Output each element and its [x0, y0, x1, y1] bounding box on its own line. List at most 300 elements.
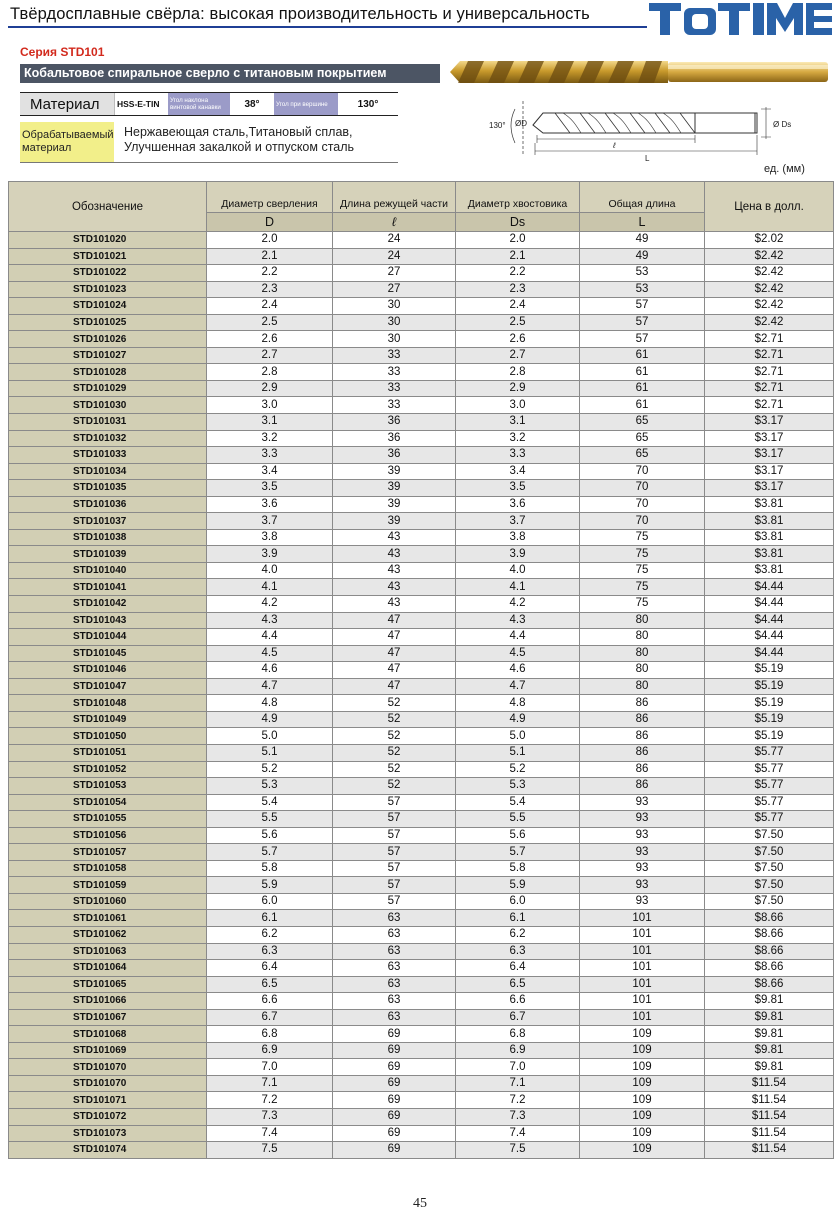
cell-diameter: 7.2	[207, 1092, 333, 1109]
cell-diameter: 7.5	[207, 1142, 333, 1159]
cell-code: STD101070	[9, 1075, 207, 1092]
cell-code: STD101071	[9, 1092, 207, 1109]
cell-shank-diameter: 4.1	[456, 579, 580, 596]
cell-price: $4.44	[705, 645, 834, 662]
cell-shank-diameter: 7.0	[456, 1059, 580, 1076]
table-row	[9, 480, 834, 497]
page-header-title: Твёрдосплавные свёрла: высокая производительность и универсальность	[10, 5, 590, 23]
cell-total-length: 80	[580, 645, 705, 662]
cell-diameter: 2.1	[207, 248, 333, 265]
cell-code: STD101024	[9, 298, 207, 315]
table-row	[9, 1075, 834, 1092]
cell-total-length: 93	[580, 811, 705, 828]
cell-diameter: 3.9	[207, 546, 333, 563]
units-note: ед. (мм)	[764, 163, 805, 175]
workpiece-line-1: Нержавеющая сталь,Титановый сплав,	[124, 125, 353, 139]
cell-cutting-length: 33	[333, 397, 456, 414]
cell-diameter: 4.8	[207, 695, 333, 712]
cell-code: STD101064	[9, 960, 207, 977]
cell-diameter: 7.4	[207, 1125, 333, 1142]
cell-shank-diameter: 6.1	[456, 910, 580, 927]
cell-total-length: 57	[580, 298, 705, 315]
table-row	[9, 993, 834, 1010]
drill-diagram	[485, 95, 805, 165]
cell-diameter: 4.7	[207, 678, 333, 695]
cell-diameter: 2.5	[207, 314, 333, 331]
cell-shank-diameter: 7.2	[456, 1092, 580, 1109]
cell-code: STD101053	[9, 778, 207, 795]
cell-diameter: 6.7	[207, 1009, 333, 1026]
cell-shank-diameter: 6.9	[456, 1042, 580, 1059]
table-row	[9, 298, 834, 315]
col-header-total-length: Общая длина	[580, 182, 705, 213]
cell-code: STD101057	[9, 844, 207, 861]
table-row	[9, 463, 834, 480]
cell-code: STD101070	[9, 1059, 207, 1076]
table-row	[9, 794, 834, 811]
cell-shank-diameter: 6.2	[456, 926, 580, 943]
cell-diameter: 7.1	[207, 1075, 333, 1092]
cell-diameter: 6.2	[207, 926, 333, 943]
cell-total-length: 80	[580, 678, 705, 695]
table-row	[9, 662, 834, 679]
cell-total-length: 101	[580, 926, 705, 943]
col-symbol-total-length: L	[580, 213, 705, 232]
cell-price: $2.42	[705, 298, 834, 315]
cell-price: $4.44	[705, 629, 834, 646]
table-row	[9, 1026, 834, 1043]
cell-price: $11.54	[705, 1075, 834, 1092]
cell-code: STD101051	[9, 744, 207, 761]
cell-code: STD101038	[9, 529, 207, 546]
cell-price: $5.77	[705, 744, 834, 761]
cell-price: $11.54	[705, 1125, 834, 1142]
cell-code: STD101052	[9, 761, 207, 778]
cell-diameter: 4.1	[207, 579, 333, 596]
cell-diameter: 5.5	[207, 811, 333, 828]
cell-cutting-length: 52	[333, 761, 456, 778]
workpiece-value	[114, 122, 398, 162]
cell-shank-diameter: 3.7	[456, 513, 580, 530]
cell-cutting-length: 63	[333, 960, 456, 977]
cell-cutting-length: 69	[333, 1108, 456, 1125]
cell-code: STD101043	[9, 612, 207, 629]
col-header-cutting-length: Длина режущей части	[333, 182, 456, 213]
table-row	[9, 1059, 834, 1076]
material-label: Материал	[20, 93, 114, 115]
cell-code: STD101047	[9, 678, 207, 695]
cell-shank-diameter: 4.9	[456, 711, 580, 728]
cell-cutting-length: 33	[333, 364, 456, 381]
table-row	[9, 744, 834, 761]
cell-total-length: 109	[580, 1042, 705, 1059]
cell-code: STD101044	[9, 629, 207, 646]
table-row	[9, 910, 834, 927]
cell-price: $4.44	[705, 579, 834, 596]
cell-price: $9.81	[705, 993, 834, 1010]
cell-price: $2.42	[705, 314, 834, 331]
cell-cutting-length: 24	[333, 248, 456, 265]
material-value: HSS-E-TIN	[114, 93, 168, 115]
cell-code: STD101059	[9, 877, 207, 894]
cell-price: $7.50	[705, 893, 834, 910]
cell-total-length: 57	[580, 331, 705, 348]
cell-total-length: 101	[580, 960, 705, 977]
cell-diameter: 3.0	[207, 397, 333, 414]
cell-shank-diameter: 3.2	[456, 430, 580, 447]
spec-table	[20, 92, 398, 163]
cell-shank-diameter: 6.7	[456, 1009, 580, 1026]
cell-shank-diameter: 4.0	[456, 562, 580, 579]
diagram-total-length-label: L	[645, 154, 650, 163]
cell-cutting-length: 30	[333, 331, 456, 348]
cell-code: STD101031	[9, 414, 207, 431]
cell-price: $2.71	[705, 364, 834, 381]
cell-total-length: 57	[580, 314, 705, 331]
cell-shank-diameter: 4.3	[456, 612, 580, 629]
cell-total-length: 109	[580, 1125, 705, 1142]
cell-shank-diameter: 6.8	[456, 1026, 580, 1043]
table-row	[9, 414, 834, 431]
cell-code: STD101061	[9, 910, 207, 927]
cell-cutting-length: 69	[333, 1026, 456, 1043]
cell-code: STD101072	[9, 1108, 207, 1125]
cell-total-length: 109	[580, 1075, 705, 1092]
cell-shank-diameter: 2.1	[456, 248, 580, 265]
col-header-shank-diameter: Диаметр хвостовика	[456, 182, 580, 213]
cell-code: STD101034	[9, 463, 207, 480]
workpiece-label: Обрабатываемый материал	[20, 122, 114, 162]
cell-code: STD101062	[9, 926, 207, 943]
cell-diameter: 6.0	[207, 893, 333, 910]
cell-diameter: 5.2	[207, 761, 333, 778]
cell-total-length: 53	[580, 265, 705, 282]
helix-angle-value: 38°	[244, 98, 260, 110]
cell-price: $3.17	[705, 463, 834, 480]
cell-diameter: 4.0	[207, 562, 333, 579]
cell-diameter: 2.4	[207, 298, 333, 315]
cell-shank-diameter: 6.0	[456, 893, 580, 910]
helix-angle-label: Угол наклона винтовой канавки	[168, 93, 230, 115]
cell-diameter: 6.4	[207, 960, 333, 977]
cell-shank-diameter: 5.0	[456, 728, 580, 745]
cell-shank-diameter: 2.7	[456, 347, 580, 364]
cell-cutting-length: 47	[333, 678, 456, 695]
cell-shank-diameter: 2.6	[456, 331, 580, 348]
cell-cutting-length: 57	[333, 844, 456, 861]
cell-cutting-length: 57	[333, 827, 456, 844]
cell-cutting-length: 39	[333, 463, 456, 480]
cell-diameter: 3.1	[207, 414, 333, 431]
cell-cutting-length: 39	[333, 513, 456, 530]
cell-price: $4.44	[705, 596, 834, 613]
spec-row-material	[20, 92, 398, 116]
cell-shank-diameter: 2.2	[456, 265, 580, 282]
cell-cutting-length: 69	[333, 1075, 456, 1092]
cell-total-length: 93	[580, 893, 705, 910]
cell-code: STD101063	[9, 943, 207, 960]
cell-cutting-length: 57	[333, 860, 456, 877]
cell-code: STD101068	[9, 1026, 207, 1043]
cell-shank-diameter: 4.4	[456, 629, 580, 646]
cell-shank-diameter: 5.2	[456, 761, 580, 778]
cell-cutting-length: 63	[333, 976, 456, 993]
table-row	[9, 364, 834, 381]
cell-total-length: 75	[580, 562, 705, 579]
cell-price: $2.71	[705, 347, 834, 364]
cell-total-length: 93	[580, 844, 705, 861]
cell-price: $2.71	[705, 380, 834, 397]
cell-diameter: 6.6	[207, 993, 333, 1010]
cell-price: $2.42	[705, 281, 834, 298]
cell-total-length: 61	[580, 397, 705, 414]
table-row	[9, 711, 834, 728]
cell-code: STD101023	[9, 281, 207, 298]
cell-code: STD101027	[9, 347, 207, 364]
cell-total-length: 75	[580, 596, 705, 613]
cell-diameter: 3.8	[207, 529, 333, 546]
cell-price: $5.19	[705, 695, 834, 712]
cell-code: STD101050	[9, 728, 207, 745]
table-row	[9, 380, 834, 397]
cell-price: $5.77	[705, 761, 834, 778]
table-row	[9, 811, 834, 828]
cell-cutting-length: 47	[333, 645, 456, 662]
col-symbol-shank-diameter: Ds	[456, 213, 580, 232]
cell-cutting-length: 57	[333, 877, 456, 894]
table-row	[9, 960, 834, 977]
cell-total-length: 53	[580, 281, 705, 298]
table-row	[9, 347, 834, 364]
table-row	[9, 1125, 834, 1142]
cell-cutting-length: 57	[333, 811, 456, 828]
table-row	[9, 397, 834, 414]
cell-cutting-length: 63	[333, 993, 456, 1010]
cell-cutting-length: 69	[333, 1042, 456, 1059]
totime-logo	[647, 0, 833, 37]
cell-diameter: 6.9	[207, 1042, 333, 1059]
cell-diameter: 3.4	[207, 463, 333, 480]
cell-total-length: 86	[580, 728, 705, 745]
cell-cutting-length: 69	[333, 1092, 456, 1109]
table-row	[9, 596, 834, 613]
cell-cutting-length: 33	[333, 380, 456, 397]
table-row	[9, 579, 834, 596]
cell-shank-diameter: 3.0	[456, 397, 580, 414]
cell-diameter: 5.6	[207, 827, 333, 844]
cell-price: $8.66	[705, 943, 834, 960]
cell-total-length: 65	[580, 447, 705, 464]
cell-diameter: 5.0	[207, 728, 333, 745]
cell-total-length: 86	[580, 695, 705, 712]
table-row	[9, 976, 834, 993]
cell-code: STD101073	[9, 1125, 207, 1142]
cell-diameter: 4.3	[207, 612, 333, 629]
cell-price: $2.42	[705, 265, 834, 282]
cell-shank-diameter: 3.1	[456, 414, 580, 431]
cell-price: $7.50	[705, 860, 834, 877]
cell-shank-diameter: 3.6	[456, 496, 580, 513]
cell-price: $3.17	[705, 447, 834, 464]
cell-total-length: 93	[580, 877, 705, 894]
cell-price: $3.17	[705, 430, 834, 447]
cell-shank-diameter: 5.4	[456, 794, 580, 811]
cell-cutting-length: 43	[333, 562, 456, 579]
cell-code: STD101022	[9, 265, 207, 282]
cell-price: $8.66	[705, 926, 834, 943]
cell-shank-diameter: 3.3	[456, 447, 580, 464]
cell-total-length: 80	[580, 629, 705, 646]
cell-total-length: 101	[580, 993, 705, 1010]
cell-shank-diameter: 4.2	[456, 596, 580, 613]
cell-total-length: 93	[580, 827, 705, 844]
series-label: Серия STD101	[20, 45, 105, 59]
cell-cutting-length: 39	[333, 496, 456, 513]
table-row	[9, 926, 834, 943]
cell-diameter: 6.8	[207, 1026, 333, 1043]
table-row	[9, 232, 834, 249]
cell-price: $3.81	[705, 496, 834, 513]
cell-shank-diameter: 2.4	[456, 298, 580, 315]
cell-total-length: 80	[580, 612, 705, 629]
cell-cutting-length: 52	[333, 778, 456, 795]
cell-price: $7.50	[705, 827, 834, 844]
cell-price: $9.81	[705, 1026, 834, 1043]
cell-price: $4.44	[705, 612, 834, 629]
diagram-ds-label: Ø Ds	[773, 120, 792, 129]
table-row	[9, 877, 834, 894]
cell-diameter: 6.1	[207, 910, 333, 927]
cell-total-length: 109	[580, 1092, 705, 1109]
table-row	[9, 629, 834, 646]
cell-total-length: 86	[580, 778, 705, 795]
cell-price: $3.81	[705, 562, 834, 579]
cell-shank-diameter: 6.4	[456, 960, 580, 977]
col-symbol-diameter: D	[207, 213, 333, 232]
cell-code: STD101046	[9, 662, 207, 679]
cell-shank-diameter: 6.6	[456, 993, 580, 1010]
cell-diameter: 7.3	[207, 1108, 333, 1125]
cell-total-length: 109	[580, 1059, 705, 1076]
cell-price: $2.71	[705, 331, 834, 348]
table-row	[9, 612, 834, 629]
cell-diameter: 5.7	[207, 844, 333, 861]
cell-code: STD101026	[9, 331, 207, 348]
cell-shank-diameter: 2.8	[456, 364, 580, 381]
cell-shank-diameter: 7.1	[456, 1075, 580, 1092]
cell-price: $2.02	[705, 232, 834, 249]
cell-code: STD101042	[9, 596, 207, 613]
table-row	[9, 546, 834, 563]
cell-diameter: 5.1	[207, 744, 333, 761]
cell-shank-diameter: 3.9	[456, 546, 580, 563]
col-symbol-cutting-length: ℓ	[333, 213, 456, 232]
cell-total-length: 93	[580, 794, 705, 811]
cell-diameter: 4.9	[207, 711, 333, 728]
cell-cutting-length: 52	[333, 744, 456, 761]
cell-code: STD101032	[9, 430, 207, 447]
cell-code: STD101021	[9, 248, 207, 265]
cell-total-length: 70	[580, 463, 705, 480]
cell-shank-diameter: 5.6	[456, 827, 580, 844]
cell-total-length: 86	[580, 761, 705, 778]
cell-shank-diameter: 3.5	[456, 480, 580, 497]
cell-total-length: 101	[580, 943, 705, 960]
cell-price: $8.66	[705, 910, 834, 927]
series-subtitle: Кобальтовое спиральное сверло с титановым покрытием	[20, 64, 440, 83]
cell-code: STD101048	[9, 695, 207, 712]
cell-cutting-length: 43	[333, 529, 456, 546]
page-number: 45	[413, 1196, 427, 1211]
cell-code: STD101055	[9, 811, 207, 828]
cell-shank-diameter: 2.3	[456, 281, 580, 298]
cell-cutting-length: 52	[333, 711, 456, 728]
table-row	[9, 314, 834, 331]
cell-price: $8.66	[705, 960, 834, 977]
spec-row-workpiece	[20, 122, 398, 163]
cell-total-length: 80	[580, 662, 705, 679]
header-rule	[8, 26, 658, 28]
table-row	[9, 893, 834, 910]
cell-code: STD101067	[9, 1009, 207, 1026]
cell-cutting-length: 33	[333, 347, 456, 364]
diagram-l-label: ℓ	[613, 141, 616, 150]
cell-diameter: 3.6	[207, 496, 333, 513]
cell-shank-diameter: 2.0	[456, 232, 580, 249]
cell-diameter: 6.3	[207, 943, 333, 960]
cell-cutting-length: 39	[333, 480, 456, 497]
cell-total-length: 70	[580, 513, 705, 530]
cell-total-length: 75	[580, 546, 705, 563]
col-header-code: Обозначение	[9, 182, 207, 232]
cell-price: $3.81	[705, 529, 834, 546]
cell-code: STD101037	[9, 513, 207, 530]
table-row	[9, 331, 834, 348]
table-row	[9, 844, 834, 861]
cell-price: $9.81	[705, 1009, 834, 1026]
cell-total-length: 109	[580, 1108, 705, 1125]
cell-total-length: 49	[580, 248, 705, 265]
cell-cutting-length: 57	[333, 794, 456, 811]
cell-total-length: 61	[580, 347, 705, 364]
cell-price: $2.42	[705, 248, 834, 265]
cell-diameter: 2.2	[207, 265, 333, 282]
cell-cutting-length: 47	[333, 629, 456, 646]
table-row	[9, 265, 834, 282]
cell-price: $5.19	[705, 728, 834, 745]
drill-photo	[448, 52, 830, 92]
cell-price: $5.77	[705, 778, 834, 795]
cell-price: $3.81	[705, 513, 834, 530]
cell-code: STD101054	[9, 794, 207, 811]
cell-code: STD101028	[9, 364, 207, 381]
table-row	[9, 1009, 834, 1026]
cell-shank-diameter: 7.4	[456, 1125, 580, 1142]
cell-code: STD101065	[9, 976, 207, 993]
cell-shank-diameter: 2.5	[456, 314, 580, 331]
cell-price: $7.50	[705, 844, 834, 861]
cell-diameter: 3.7	[207, 513, 333, 530]
cell-diameter: 7.0	[207, 1059, 333, 1076]
cell-cutting-length: 63	[333, 1009, 456, 1026]
cell-shank-diameter: 6.3	[456, 943, 580, 960]
cell-diameter: 5.3	[207, 778, 333, 795]
cell-diameter: 6.5	[207, 976, 333, 993]
cell-cutting-length: 43	[333, 546, 456, 563]
cell-price: $5.77	[705, 794, 834, 811]
workpiece-line-2: Улучшенная закалкой и отпуском сталь	[124, 140, 355, 154]
table-row	[9, 281, 834, 298]
